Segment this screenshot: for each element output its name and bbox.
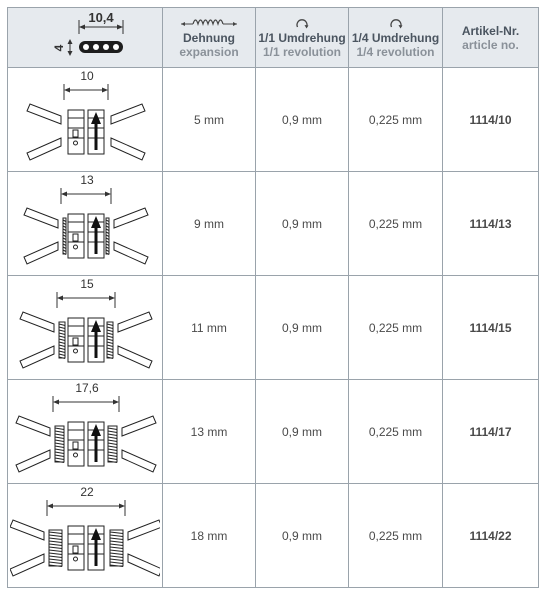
full-rev-cell: 0,9 mm [256,380,349,484]
profile-width-label: 10,4 [88,10,114,25]
lever-handle [24,242,58,264]
size-label: 10 [80,69,94,83]
tool-drawing-cell [8,68,163,172]
full-rev-cell: 0,9 mm [256,276,349,380]
lever-handle [27,138,61,160]
lever-handle [16,416,50,436]
tool-drawing [10,380,160,480]
profile-height-label: 4 [52,44,66,52]
dimension-arrow [119,504,125,509]
expansion-cell: 9 mm [163,172,256,276]
lever-handle [111,104,145,124]
expansion-title-en: expansion [179,45,239,59]
spec-table [7,7,539,588]
quarter-rev-cell: 0,225 mm [349,276,443,380]
expansion-title-de: Dehnung [183,31,235,45]
slot [73,546,78,553]
header-article [443,8,539,68]
dimension-arrow [105,192,111,197]
dimension-arrow [47,504,53,509]
lever-handle [128,520,160,540]
pin [74,557,78,561]
dimension-arrow [61,192,67,197]
quarter-rev-cell: 0,225 mm [349,380,443,484]
table-row [8,276,539,380]
dimension-arrow [57,296,63,301]
article-title-en: article no. [462,37,519,52]
table-row [8,68,539,172]
quarter-rev-title-de: 1/4 Umdrehung [351,31,440,45]
tool-drawing-cell [8,172,163,276]
quarter-rev-title-en: 1/4 revolution [356,45,435,59]
size-label: 17,6 [75,381,99,395]
slot [73,130,78,137]
expansion-cell: 13 mm [163,380,256,484]
lever-handle [118,312,152,332]
lever-handle [10,520,44,540]
table-row [8,380,539,484]
slot [73,442,78,449]
pin [74,453,78,457]
tool-drawing [10,172,160,272]
expansion-cell: 11 mm [163,276,256,380]
dimension-arrow [53,400,59,405]
lever-handle [114,242,148,264]
quarter-rev-cell: 0,225 mm [349,172,443,276]
header-profile [8,8,163,68]
dimension-arrow [102,88,108,93]
lever-handle [122,416,156,436]
article-number-cell: 1114/22 [443,484,539,588]
dimension-arrow [64,88,70,93]
full-rev-cell: 0,9 mm [256,484,349,588]
lever-handle [20,346,54,368]
full-rev-cell: 0,9 mm [256,172,349,276]
lever-handle [24,208,58,228]
article-number-cell: 1114/17 [443,380,539,484]
spring-icon [179,16,239,30]
expansion-cell: 5 mm [163,68,256,172]
size-label: 13 [80,173,94,187]
tool-drawing-cell [8,276,163,380]
size-label: 15 [80,277,94,291]
rotation-icon [294,16,310,30]
quarter-rev-cell: 0,225 mm [349,68,443,172]
tool-drawing [10,68,160,168]
article-title-de: Artikel-Nr. [461,23,520,38]
lever-handle [16,450,50,472]
tool-drawing [10,276,160,376]
tool-drawing [10,484,160,584]
full-rev-title-en: 1/1 revolution [262,45,342,59]
lever-handle [27,104,61,124]
expansion-cell: 18 mm [163,484,256,588]
lever-handle [10,554,44,576]
profile-drawing [10,8,160,64]
tool-drawing-cell [8,484,163,588]
dimension-arrow [109,296,115,301]
full-rev-title-de: 1/1 Umdrehung [258,31,346,45]
lever-handle [114,208,148,228]
table-row [8,172,539,276]
article-number-cell: 1114/10 [443,68,539,172]
pin [74,349,78,353]
full-rev-cell: 0,9 mm [256,68,349,172]
size-label: 22 [80,485,94,499]
dimension-arrow [113,400,119,405]
header-quarter-revolution [349,8,443,68]
tool-drawing-cell [8,380,163,484]
quarter-rev-cell: 0,225 mm [349,484,443,588]
lever-handle [118,346,152,368]
lever-handle [128,554,160,576]
header-full-revolution [256,8,349,68]
pin [74,141,78,145]
lever-handle [111,138,145,160]
table-row [8,484,539,588]
article-number-cell: 1114/13 [443,172,539,276]
lever-handle [122,450,156,472]
pin [74,245,78,249]
slot [73,338,78,345]
article-number-cell: 1114/15 [443,276,539,380]
header-expansion [163,8,256,68]
rotation-icon [388,16,404,30]
lever-handle [20,312,54,332]
header-row [8,8,539,68]
slot [73,234,78,241]
